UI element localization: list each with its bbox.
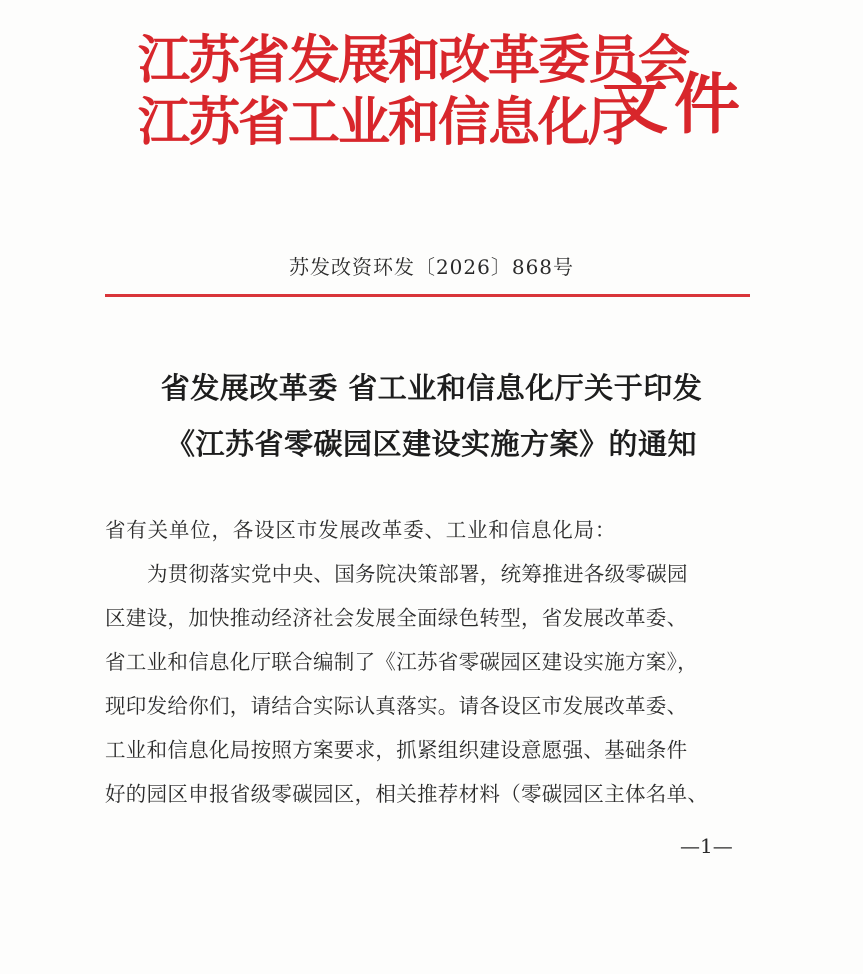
issuer-name: 江苏省工业和信息化厅 — [138, 93, 639, 153]
red-header — [138, 30, 758, 190]
red-divider — [105, 294, 750, 297]
paragraph-line: 好的园区申报省级零碳园区，相关推荐材料（零碳园区主体名单、 — [105, 782, 709, 806]
document-body — [105, 508, 755, 816]
page-number: —1— — [680, 834, 733, 858]
issuer-name: 江苏省发展和改革委员会 — [138, 31, 689, 91]
document-number: 苏发改资环发〔2026〕868号 — [288, 255, 575, 279]
paragraph-line: 现印发给你们，请结合实际认真落实。请各设区市发展改革委、 — [105, 694, 688, 718]
title-line: 省发展改革委 省工业和信息化厅关于印发 — [160, 371, 703, 405]
document-word: 文件 — [602, 66, 746, 143]
paragraph-line: 工业和信息化局按照方案要求，抓紧组织建设意愿强、基础条件 — [105, 738, 688, 762]
paragraph-line: 区建设，加快推动经济社会发展全面绿色转型，省发展改革委、 — [105, 606, 688, 630]
document-title — [0, 360, 863, 472]
title-line: 《江苏省零碳园区建设实施方案》的通知 — [165, 427, 697, 461]
paragraph-line: 省工业和信息化厅联合编制了《江苏省零碳园区建设实施方案》， — [105, 650, 698, 674]
paragraph-line: 为贯彻落实党中央、国务院决策部署，统筹推进各级零碳园 — [147, 562, 688, 586]
salutation: 省有关单位，各设区市发展改革委、工业和信息化局： — [105, 518, 617, 542]
